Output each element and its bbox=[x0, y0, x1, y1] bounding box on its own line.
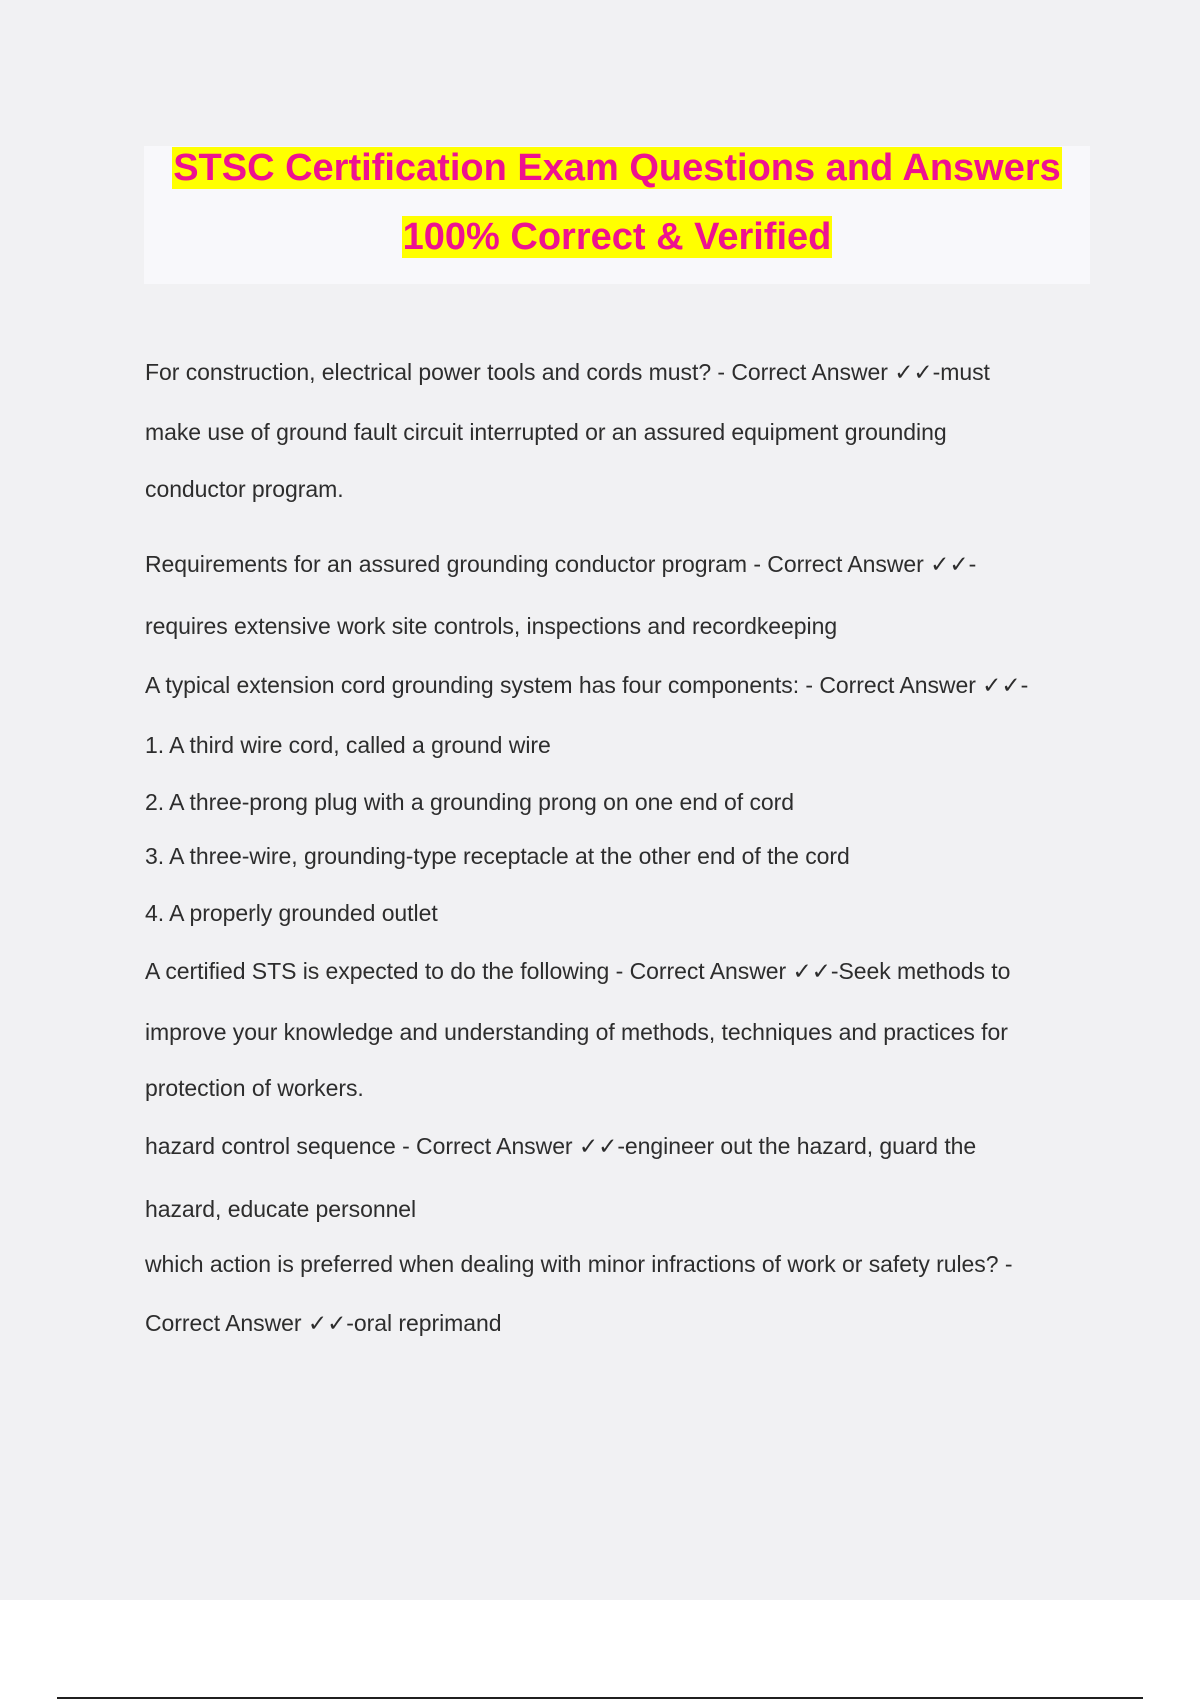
title-highlight-1: STSC Certification Exam Questions and Answers bbox=[173, 147, 1061, 189]
text-line: improve your knowledge and understanding of methods, techniques and practices for bbox=[145, 1019, 1008, 1045]
bottom-rule bbox=[57, 1697, 1143, 1699]
list-item: 3. A three-wire, grounding-type receptacle at the other end of the cord bbox=[145, 843, 850, 869]
text-line: requires extensive work site controls, inspections and recordkeeping bbox=[145, 613, 838, 639]
text-line: which action is preferred when dealing with minor infractions of work or safety rules? - bbox=[145, 1251, 1013, 1277]
title-highlight-2: 100% Correct & Verified bbox=[402, 216, 832, 258]
text-line: hazard, educate personnel bbox=[145, 1196, 417, 1222]
text-line: A certified STS is expected to do the following - Correct Answer ✓✓-Seek methods to bbox=[145, 958, 1011, 984]
text-line: conductor program. bbox=[145, 476, 344, 502]
text-line: hazard control sequence - Correct Answer ✓✓-engineer out the hazard, guard the bbox=[145, 1133, 977, 1159]
text-line: Correct Answer ✓✓-oral reprimand bbox=[145, 1310, 502, 1336]
text-line: make use of ground fault circuit interrupted or an assured equipment grounding bbox=[145, 419, 947, 445]
text-line: Requirements for an assured grounding conductor program - Correct Answer ✓✓- bbox=[145, 551, 977, 577]
list-item: 2. A three-prong plug with a grounding prong on one end of cord bbox=[145, 789, 794, 815]
list-item: 1. A third wire cord, called a ground wire bbox=[145, 732, 551, 758]
text-line: protection of workers. bbox=[145, 1075, 364, 1101]
text-line: For construction, electrical power tools and cords must? - Correct Answer ✓✓-must bbox=[145, 359, 990, 385]
document-title-line-2 bbox=[144, 214, 1090, 260]
document-title-line-1 bbox=[144, 145, 1090, 191]
list-item: 4. A properly grounded outlet bbox=[145, 900, 438, 926]
text-line: A typical extension cord grounding system has four components: - Correct Answer ✓✓- bbox=[145, 672, 1029, 698]
